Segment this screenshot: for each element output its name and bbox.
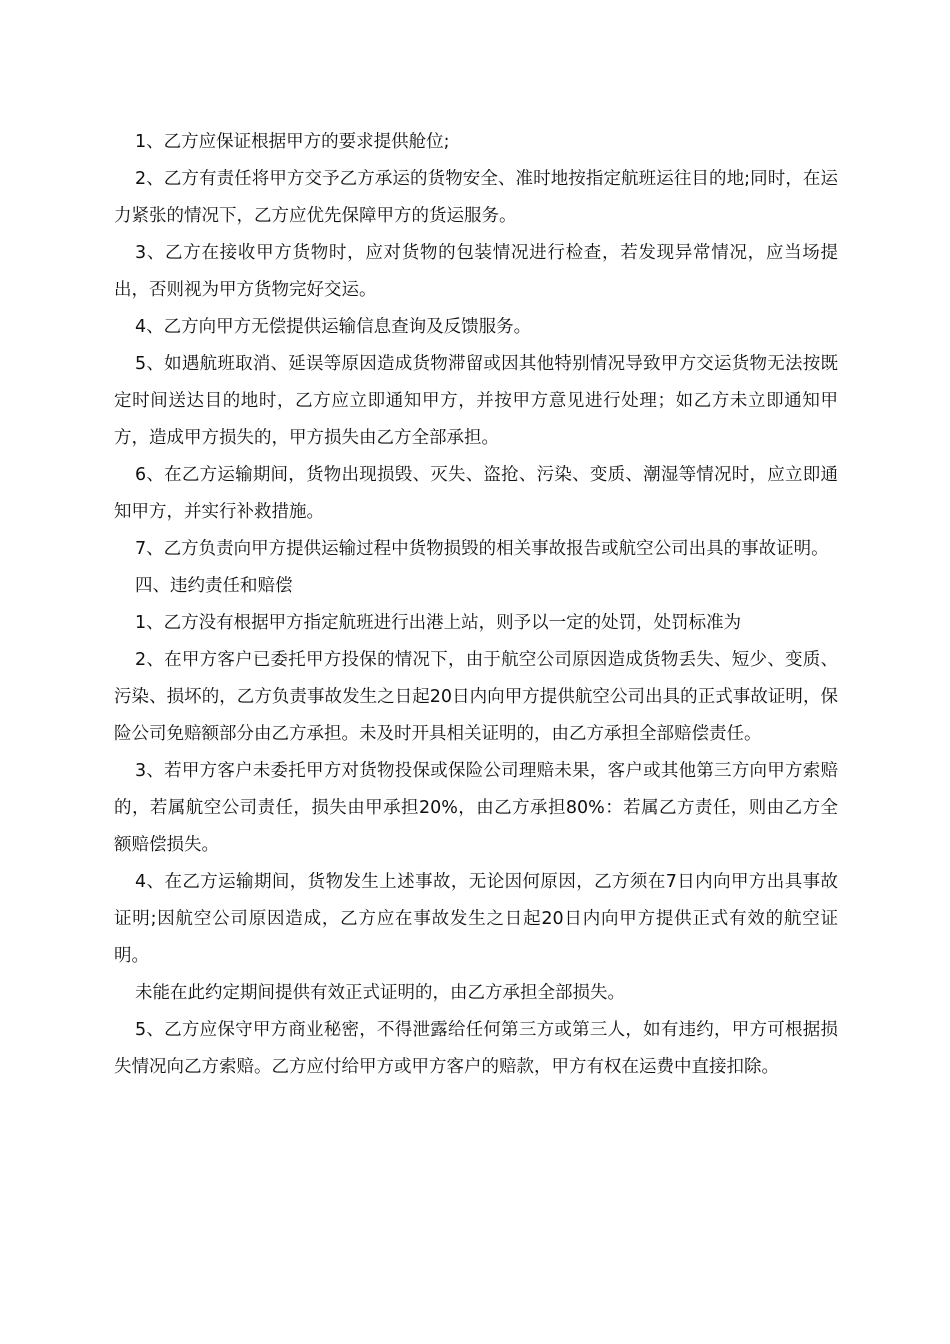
document-body <box>114 124 838 1086</box>
penalty-clause-4-note: 未能在此约定期间提供有效正式证明的，由乙方承担全部损失。 <box>135 983 625 1003</box>
penalty-clause-1: 1、乙方没有根据甲方指定航班进行出港上站，则予以一定的处罚，处罚标准为 <box>135 613 742 633</box>
clause-b3: 3、乙方在接收甲方货物时，应对货物的包装情况进行检查，若发现异常情况，应当场提出，否则视为甲方货物完好交运。 <box>114 243 838 300</box>
penalty-clause-5: 5、乙方应保守甲方商业秘密，不得泄露给任何第三方或第三人，如有违约，甲方可根据损失情况向乙方索赔。乙方应付给甲方或甲方客户的赔款，甲方有权在运费中直接扣除。 <box>114 1020 838 1077</box>
section-heading: 四、违约责任和赔偿 <box>135 576 293 596</box>
clause-b2: 2、乙方有责任将甲方交予乙方承运的货物安全、准时地按指定航班运往目的地;同时，在运力紧张的情况下，乙方应优先保障甲方的货运服务。 <box>114 169 838 226</box>
penalty-clause-4: 4、在乙方运输期间，货物发生上述事故，无论因何原因，乙方须在7日内向甲方出具事故证明;因航空公司原因造成，乙方应在事故发生之日起20日内向甲方提供正式有效的航空证明。 <box>114 872 838 966</box>
clause-b5: 5、如遇航班取消、延误等原因造成货物滞留或因其他特别情况导致甲方交运货物无法按既定时间送达目的地时，乙方应立即通知甲方，并按甲方意见进行处理；如乙方未立即通知甲方，造成甲方损失的，甲方损失由乙方全部承担。 <box>114 354 838 448</box>
clause-b4: 4、乙方向甲方无偿提供运输信息查询及反馈服务。 <box>135 317 532 337</box>
penalty-clause-3: 3、若甲方客户未委托甲方对货物投保或保险公司理赔未果，客户或其他第三方向甲方索赔的，若属航空公司责任，损失由甲承担20%，由乙方承担80%：若属乙方责任，则由乙方全额赔偿损失。 <box>114 761 838 855</box>
clause-b6: 6、在乙方运输期间，货物出现损毁、灭失、盗抢、污染、变质、潮湿等情况时，应立即通知甲方，并实行补救措施。 <box>114 465 838 522</box>
clause-b7: 7、乙方负责向甲方提供运输过程中货物损毁的相关事故报告或航空公司出具的事故证明。 <box>135 539 829 559</box>
penalty-clause-2: 2、在甲方客户已委托甲方投保的情况下，由于航空公司原因造成货物丢失、短少、变质、污染、损坏的，乙方负责事故发生之日起20日内向甲方提供航空公司出具的正式事故证明，保险公司免赔额部分由乙方承担。未及时开具相关证明的，由乙方承担全部赔偿责任。 <box>114 650 838 744</box>
clause-b1: 1、乙方应保证根据甲方的要求提供舱位; <box>135 132 450 152</box>
